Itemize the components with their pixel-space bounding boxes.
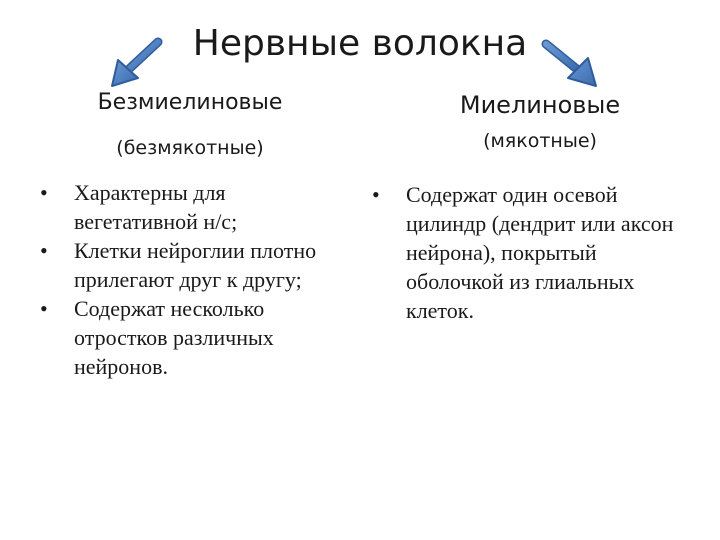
bullet-text: Клетки нейроглии плотно прилегают друг к другу; — [74, 238, 317, 292]
list-item — [34, 178, 344, 236]
bullet-icon: • — [40, 180, 48, 205]
right-heading: Миелиновые — [459, 91, 621, 119]
bullet-text: Содержат один осевой цилиндр (дендрит или аксон нейрона), покрытый оболочкой из глиальных клеток. — [406, 182, 674, 323]
right-subheading: (мякотные) — [483, 130, 597, 152]
left-bullet-list — [34, 178, 344, 381]
bullet-icon: • — [372, 182, 380, 207]
bullet-text: Содержат несколько отростков различных нейронов. — [74, 296, 274, 379]
list-item — [366, 180, 686, 325]
list-item — [34, 294, 344, 381]
bullet-icon: • — [40, 238, 48, 263]
list-item — [34, 236, 344, 294]
slide-title: Нервные волокна — [192, 23, 528, 64]
bullet-icon: • — [40, 296, 48, 321]
left-subheading: (безмякотные) — [116, 137, 264, 159]
left-heading: Безмиелиновые — [97, 90, 283, 115]
right-bullet-list — [366, 180, 686, 325]
bullet-text: Характерны для вегетативной н/с; — [74, 180, 238, 234]
